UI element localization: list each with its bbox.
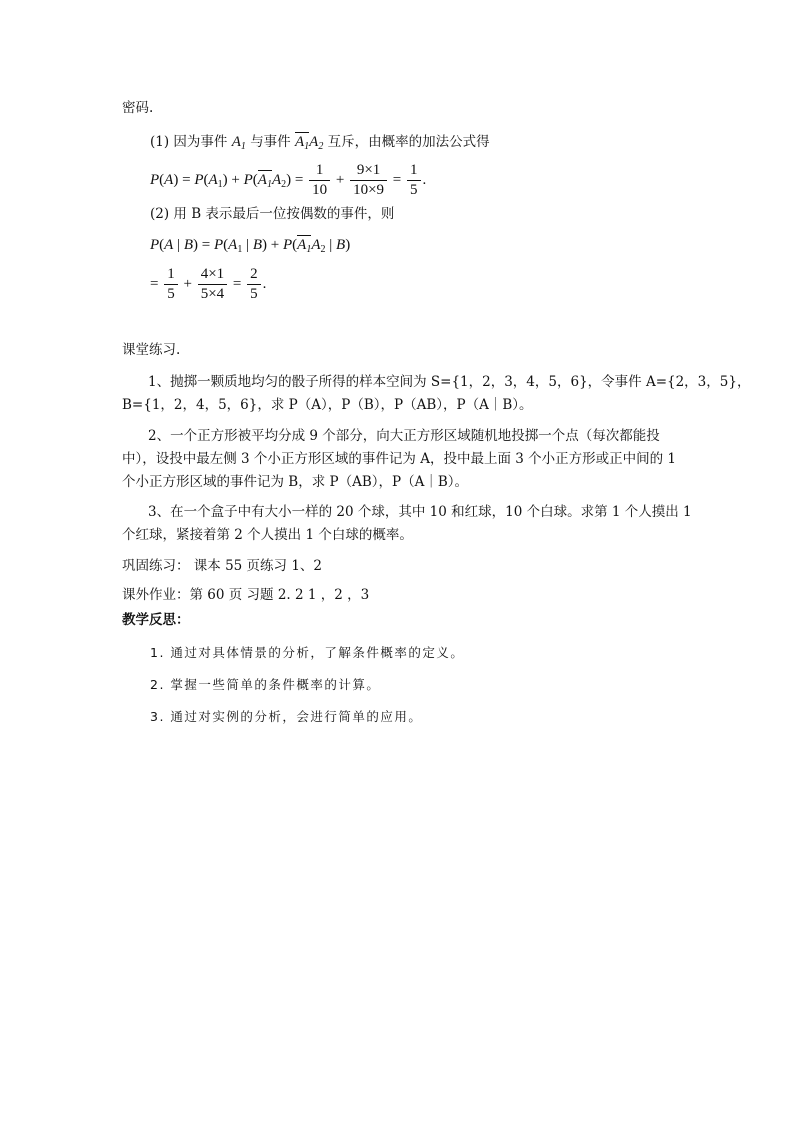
exercise1-line1: 1、抛掷一颗质地均匀的骰子所得的样本空间为 S={1，2，3，4，5，6}，令事件 A={2，3，5}， bbox=[148, 374, 751, 390]
exercise1-line2: B={1，2，4，5，6}，求 P（A），P（B），P（AB），P（A｜B）。 bbox=[122, 397, 533, 413]
reflection-item-1: 1. 通过对具体情景的分析，了解条件概率的定义。 bbox=[150, 645, 465, 660]
part2-statement: (2) 用 B 表示最后一位按偶数的事件，则 bbox=[150, 206, 395, 222]
event-not-a1-a2: $A_1A_2$ bbox=[294, 134, 324, 152]
text-gonggu: 巩固练习： 课本 55 页练习 1、2 bbox=[122, 558, 323, 574]
exercise2-line1: 2、一个正方形被平均分成 9 个部分，向大正方形区域随机地投掷一个点（每次都能投 bbox=[148, 428, 660, 444]
part1-suffix: 互斥，由概率的加法公式得 bbox=[327, 134, 490, 150]
formula-p-a-given-b: P(A | $B) = P(A_1$ | $B) + P(A_1A_2$ | B) bbox=[150, 237, 351, 255]
exercise3-line1: 3、在一个盒子中有大小一样的 20 个球，其中 10 和红球，10 个白球。求第 1 个人摸出 1 bbox=[148, 504, 692, 520]
formula-result-2-5: = $\frac{1}{5}$ + $\frac{4\times 1}{5\times 4}$ = $\frac{2}{5}$ . bbox=[150, 266, 267, 303]
fraction-9-90: $\frac{9\times 1}{10\times 9}$ bbox=[350, 162, 387, 200]
text-kewai: 课外作业：第 60 页 习题 2. 2 1 ，2 ，3 bbox=[122, 587, 370, 603]
fraction-4-20: $\frac{4\times 1}{5\times 4}$ bbox=[198, 266, 227, 304]
heading-ketang: 课堂练习. bbox=[122, 342, 181, 358]
reflection-item-3: 3. 通过对实例的分析，会进行简单的应用。 bbox=[150, 709, 423, 724]
exercise2-line3: 个小正方形区域的事件记为 B，求 P（AB），P（A｜B）。 bbox=[122, 474, 469, 490]
exercise3-line2: 个红球，紧接着第 2 个人摸出 1 个白球的概率。 bbox=[122, 527, 413, 543]
fraction-1-10: $\frac{1}{10}$ bbox=[309, 162, 330, 200]
formula-p-a: $P(A) = P(A_1) + P(A_1A_2)$ = $\frac{1}{10}$ + $\frac{9\times 1}{10\times 9}$ = $\frac{1}{5}$ . bbox=[150, 162, 427, 199]
heading-fansi: 教学反思： bbox=[122, 612, 190, 628]
fraction-2-5: $\frac{2}{5}$ bbox=[247, 266, 261, 304]
part1-statement bbox=[150, 133, 490, 151]
text-mima: 密码. bbox=[122, 100, 154, 116]
part1-prefix: (1) 因为事件 bbox=[150, 134, 228, 150]
event-a1: $A_1$ bbox=[231, 134, 246, 152]
part1-mid: 与事件 bbox=[250, 134, 291, 150]
exercise2-line2: 中），设投中最左侧 3 个小正方形区域的事件记为 A，投中最上面 3 个小正方形或正中间的 1 bbox=[122, 451, 677, 467]
fraction-1-5b: $\frac{1}{5}$ bbox=[164, 266, 178, 304]
fraction-1-5: $\frac{1}{5}$ bbox=[407, 162, 421, 200]
reflection-item-2: 2. 掌握一些简单的条件概率的计算。 bbox=[150, 677, 381, 692]
